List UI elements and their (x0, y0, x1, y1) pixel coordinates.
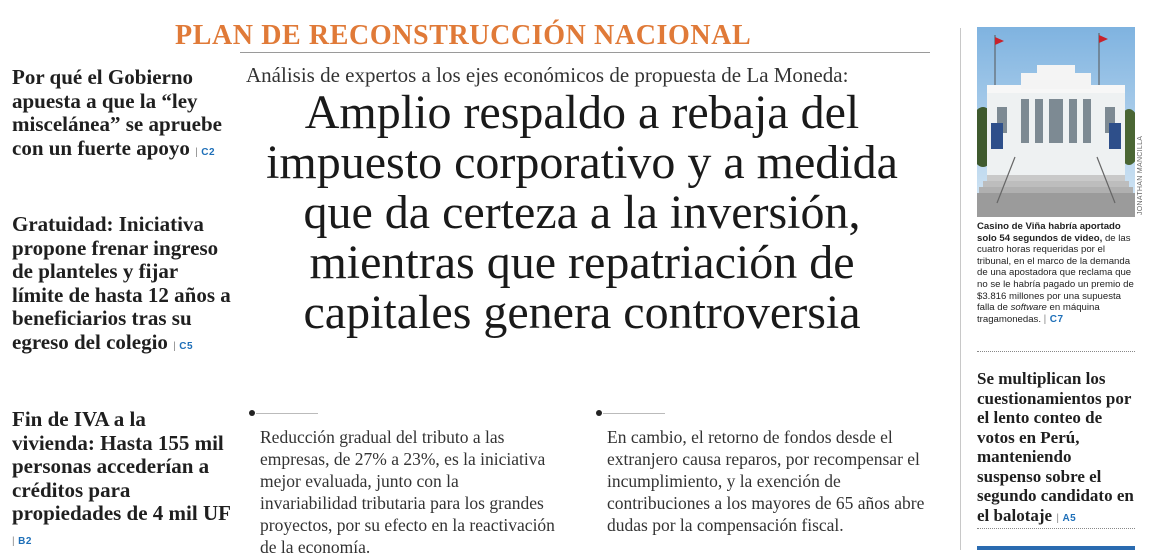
caption-italic: software (1010, 302, 1047, 314)
dotted-divider (977, 351, 1135, 352)
left-story-headline: Gratuidad: Iniciativa propone frenar ingreso de planteles y fijar límite de hasta 12 años a beneficiarios tras su egreso del colegio (12, 212, 231, 354)
photo-credit: JONATHAN MANCILLA (1137, 135, 1144, 215)
caption-body-end: en máquina tragamonedas. (977, 302, 1100, 325)
bullet-text-1: Reducción gradual del tributo a las empresas, de 27% a 23%, es la iniciativa mejor evaluada, junto con la invariabilidad tributaria para los grandes proyectos, por su efecto en la reactivación de la economía. (260, 427, 555, 557)
photo-caption (977, 221, 1137, 325)
accent-bar (977, 546, 1135, 550)
page-reference: | A5 (1056, 512, 1077, 524)
section-title: PLAN DE RECONSTRUCCIÓN NACIONAL (175, 20, 752, 51)
column-divider (960, 28, 961, 550)
caption-lead: Casino de Viña habría aportado solo 54 segundos de video, (977, 221, 1121, 244)
left-story-1[interactable] (12, 66, 232, 164)
page-reference: | B2 (12, 535, 32, 547)
left-story-headline: Fin de IVA a la vivienda: Hasta 155 mil personas accederían a créditos para propiedades de 4 mil UF (12, 407, 231, 525)
bullet-divider (256, 413, 318, 414)
section-divider (240, 52, 930, 53)
right-story-headline: Se multiplican los cuestionamientos por el lento conteo de votos en Perú, manteniendo suspenso sobre el segundo candidato en el balotaje (977, 369, 1134, 525)
casino-photo[interactable] (977, 27, 1135, 217)
bullet-text-2: En cambio, el retorno de fondos desde el extranjero causa reparos, por recompensar el incumplimiento, y la exención de contribuciones a los mayores de 65 años abre dudas por la compensación fiscal. (607, 427, 925, 535)
main-kicker: Análisis de expertos a los ejes económicos de propuesta de La Moneda: (246, 63, 849, 87)
building-illustration (977, 27, 1135, 217)
page-reference: | C5 (173, 340, 194, 352)
left-story-headline: Por qué el Gobierno apuesta a que la “ley miscelánea” se apruebe con un fuerte apoyo (12, 65, 222, 160)
bullet-icon (249, 410, 255, 416)
right-story[interactable] (977, 369, 1137, 528)
main-headline[interactable]: Amplio respaldo a rebaja del impuesto corporativo y a medida que da certeza a la inversión, mientras que repatriación de capitales genera controversia (266, 86, 898, 339)
page-reference: | C2 (195, 146, 216, 158)
bullet-divider (603, 413, 665, 414)
dotted-divider (977, 528, 1135, 529)
caption-body: de las cuatro horas requeridas por el tribunal, en el marco de la demanda de una apostadora que reclama que no se le habría pagado un premio de $3.816 millones por una supuesta falla de (977, 232, 1134, 314)
left-story-2[interactable] (12, 213, 232, 358)
bullet-icon (596, 410, 602, 416)
left-story-3[interactable] (12, 408, 232, 553)
page-reference: | C7 (1043, 313, 1064, 325)
